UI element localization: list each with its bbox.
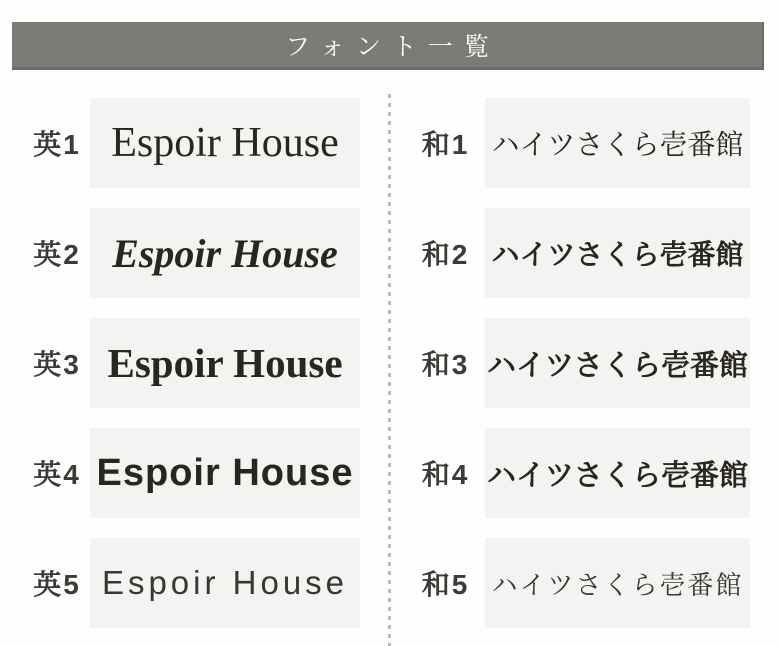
font-sample-text: ハイツさくら壱番館 — [486, 349, 748, 382]
font-sample-box — [485, 208, 750, 298]
font-row-en-5 — [0, 538, 388, 628]
font-sample-text: Espoir House — [101, 564, 349, 601]
font-sample-box — [485, 538, 750, 628]
font-sample-box — [90, 538, 360, 628]
font-row-en-3 — [0, 318, 388, 408]
font-row-ja-3 — [390, 318, 780, 408]
font-sample-text: ハイツさくら壱番館 — [491, 239, 744, 270]
header-bar — [12, 22, 764, 70]
row-label: 和1 — [421, 129, 470, 160]
font-row-ja-5 — [390, 538, 780, 628]
row-label: 和3 — [421, 349, 470, 380]
font-sample-box — [485, 318, 750, 408]
font-sample-text: Espoir House — [112, 230, 338, 276]
font-row-en-4 — [0, 428, 388, 518]
row-label: 英5 — [33, 569, 81, 600]
font-row-ja-1 — [390, 98, 780, 188]
font-row-ja-2 — [390, 208, 780, 298]
font-row-ja-4 — [390, 428, 780, 518]
row-label: 和2 — [421, 239, 470, 270]
row-label: 和5 — [421, 569, 470, 600]
font-sample-box — [90, 318, 360, 408]
font-sample-box — [90, 428, 360, 518]
row-label: 英2 — [33, 239, 81, 270]
row-label: 英4 — [33, 459, 81, 490]
font-sample-text: Espoir House — [107, 340, 343, 386]
font-row-en-1 — [0, 98, 388, 188]
font-sample-box — [90, 98, 360, 188]
font-sample-box — [90, 208, 360, 298]
font-sample-text: ハイツさくら壱番館 — [491, 129, 744, 160]
font-sample-box — [485, 98, 750, 188]
row-label: 和4 — [421, 459, 470, 490]
row-label: 英1 — [33, 129, 81, 160]
page-title: フォント一覧 — [285, 32, 500, 61]
japanese-fonts-column — [390, 98, 780, 646]
font-sample-text: ハイツさくら壱番館 — [491, 569, 744, 600]
font-row-en-2 — [0, 208, 388, 298]
font-sample-text: Espoir House — [96, 451, 354, 494]
english-fonts-column — [0, 98, 388, 646]
row-label: 英3 — [33, 349, 81, 380]
font-sample-text: Espoir House — [111, 120, 339, 166]
font-sample-text: ハイツさくら壱番館 — [486, 459, 748, 492]
font-sample-box — [485, 428, 750, 518]
